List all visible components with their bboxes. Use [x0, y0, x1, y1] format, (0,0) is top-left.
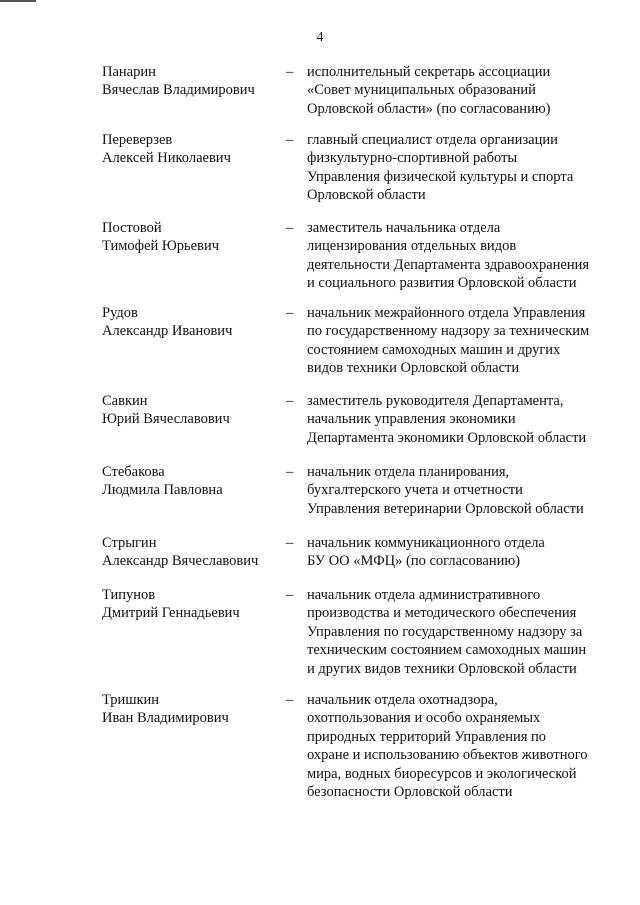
member-name	[102, 534, 282, 571]
position-line: физкультурно-спортивной работы	[307, 150, 518, 167]
member-surname: Переверзев	[102, 132, 173, 148]
dash-separator: –	[286, 587, 294, 603]
position-line: лицензирования отдельных видов	[307, 238, 517, 255]
position-line: начальник коммуникационного отдела	[307, 535, 545, 551]
member-position	[307, 392, 612, 447]
position-line: мира, водных биоресурсов и экологической	[307, 765, 577, 782]
member-name	[102, 304, 282, 341]
position-line: и социального развития Орловской области	[307, 275, 577, 292]
member-given-names: Тимофей Юрьевич	[102, 238, 219, 255]
position-line: Орловской области» (по согласованию)	[307, 100, 551, 117]
dash-separator: –	[286, 692, 294, 708]
dash-separator: –	[286, 132, 294, 148]
member-surname: Стебакова	[102, 464, 165, 480]
member-name	[102, 131, 282, 168]
position-line: состоянием самоходных машин и других	[307, 341, 561, 358]
position-line: Департамента экономики Орловской области	[307, 429, 587, 446]
position-line: бухгалтерского учета и отчетности	[307, 482, 523, 499]
position-line: заместитель начальника отдела	[307, 220, 501, 236]
position-line: заместитель руководителя Департамента,	[307, 393, 564, 409]
member-name	[102, 586, 282, 623]
member-position	[307, 63, 612, 118]
position-line: начальник отдела планирования,	[307, 464, 510, 480]
scan-edge-mark	[0, 0, 36, 5]
position-line: природных территорий Управления по	[307, 728, 547, 745]
member-name	[102, 463, 282, 500]
position-line: Управления физической культуры и спорта	[307, 168, 574, 185]
position-line: БУ ОО «МФЦ» (по согласованию)	[307, 553, 521, 570]
member-surname: Савкин	[102, 393, 148, 409]
member-name	[102, 63, 282, 100]
position-line: безопасности Орловской области	[307, 784, 513, 801]
member-position	[307, 304, 612, 378]
position-line: главный специалист отдела организации	[307, 132, 558, 148]
member-position	[307, 586, 612, 678]
dash-separator: –	[286, 535, 294, 551]
dash-separator: –	[286, 64, 294, 80]
position-line: начальник управления экономики	[307, 411, 516, 428]
member-surname: Рудов	[102, 305, 138, 321]
member-given-names: Вячеслав Владимирович	[102, 82, 255, 99]
member-surname: Стрыгин	[102, 535, 157, 551]
position-line: Управления по государственному надзору за	[307, 623, 583, 640]
position-line: «Совет муниципальных образований	[307, 82, 536, 99]
member-name	[102, 691, 282, 728]
member-given-names: Алексей Николаевич	[102, 150, 231, 167]
position-line: начальник межрайонного отдела Управления	[307, 305, 586, 321]
position-line: охране и использованию объектов животного	[307, 747, 588, 764]
member-given-names: Юрий Вячеславович	[102, 411, 230, 428]
position-line: начальник отдела охотнадзора,	[307, 692, 498, 708]
position-line: по государственному надзору за техническим	[307, 323, 590, 340]
dash-separator: –	[286, 305, 294, 321]
member-name	[102, 219, 282, 256]
dash-separator: –	[286, 393, 294, 409]
member-given-names: Иван Владимирович	[102, 710, 229, 727]
position-line: исполнительный секретарь ассоциации	[307, 64, 551, 80]
member-surname: Постовой	[102, 220, 162, 236]
dash-separator: –	[286, 464, 294, 480]
member-position	[307, 219, 612, 293]
position-line: Управления ветеринарии Орловской области	[307, 500, 584, 517]
member-name	[102, 392, 282, 429]
member-surname: Панарин	[102, 64, 156, 80]
member-position	[307, 463, 612, 518]
position-line: Орловской области	[307, 187, 426, 204]
position-line: начальник отдела административного	[307, 587, 541, 603]
member-surname: Тришкин	[102, 692, 160, 708]
position-line: техническим состоянием самоходных машин	[307, 642, 587, 659]
member-given-names: Александр Вячеславович	[102, 553, 259, 570]
position-line: и других видов техники Орловской области	[307, 660, 577, 677]
member-given-names: Дмитрий Геннадьевич	[102, 605, 240, 622]
position-line: производства и методического обеспечения	[307, 605, 577, 622]
member-surname: Типунов	[102, 587, 156, 603]
member-position	[307, 534, 612, 571]
position-line: деятельности Департамента здравоохранения	[307, 256, 590, 273]
position-line: видов техники Орловской области	[307, 360, 520, 377]
member-position	[307, 691, 612, 801]
member-position	[307, 131, 612, 205]
member-given-names: Людмила Павловна	[102, 482, 223, 499]
position-line: охотпользования и особо охраняемых	[307, 710, 541, 727]
page-number: 4	[316, 30, 324, 45]
dash-separator: –	[286, 220, 294, 236]
member-given-names: Александр Иванович	[102, 323, 233, 340]
